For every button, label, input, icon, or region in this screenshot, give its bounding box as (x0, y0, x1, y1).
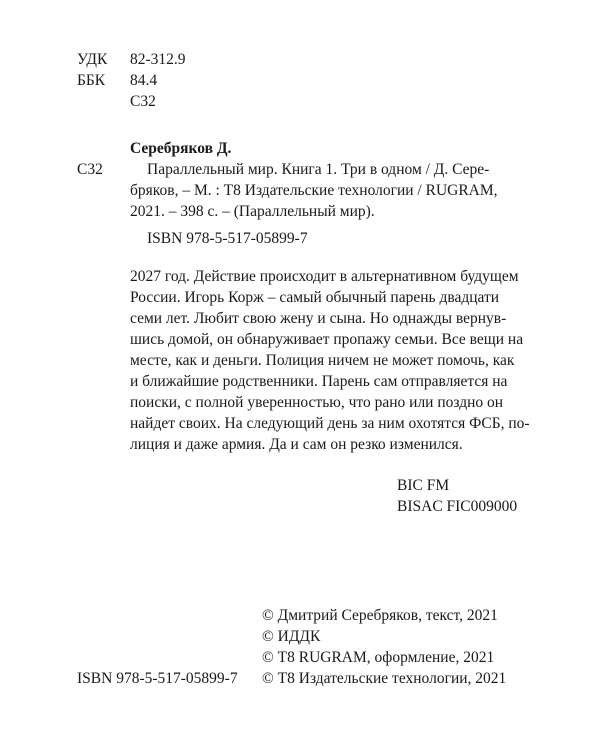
udk-value: 82-312.9 (130, 51, 186, 68)
record-isbn: ISBN 978-5-517-05899-7 (147, 230, 308, 247)
annotation-line: найдет своих. На следующий день за ним охотятся ФСБ, по- (130, 415, 530, 432)
annotation-line: России. Игорь Корж – самый обычный парень двадцати (130, 289, 500, 306)
author-mark-top: С32 (130, 93, 156, 110)
bbk-value: 84.4 (130, 72, 158, 89)
bibliography-line: 2021. – 398 с. – (Параллельный мир). (130, 203, 375, 220)
author-mark: С32 (77, 161, 103, 178)
annotation-line: семи лет. Любит свою жену и сына. Но однажды вернув- (130, 310, 507, 327)
bibliography-line: бряков, – М. : Т8 Издательские технологии / RUGRAM, (130, 182, 498, 199)
annotation-line: шись домой, он обнаруживает пропажу семьи. Все вещи на (130, 331, 524, 348)
copyright-line: © Дмитрий Серебряков, текст, 2021 (262, 607, 498, 624)
udk-label: УДК (77, 51, 108, 68)
annotation-line: поиски, с полной уверенностью, что рано или поздно он (130, 394, 504, 411)
annotation-line: и ближайшие родственники. Парень сам отправляется на (130, 373, 508, 390)
bbk-label: ББК (77, 72, 106, 89)
annotation-line: лиция и даже армия. Да и сам он резко изменился. (130, 436, 463, 453)
annotation-line: 2027 год. Действие происходит в альтернативном будущем (130, 268, 519, 285)
bisac-code: BISAC FIC009000 (397, 498, 518, 515)
copyright-line: © Т8 RUGRAM, оформление, 2021 (262, 649, 495, 666)
footer-isbn: ISBN 978-5-517-05899-7 (77, 670, 238, 687)
copyright-line: © ИДДК (262, 628, 321, 645)
bibliography-line: Параллельный мир. Книга 1. Три в одном / Д. Сере- (147, 161, 490, 178)
copyright-line: © Т8 Издательские технологии, 2021 (262, 670, 507, 687)
annotation-line: месте, как и деньги. Полиция ничем не может помочь, как (130, 352, 515, 369)
author-name: Серебряков Д. (130, 140, 232, 157)
bic-code: BIC FM (397, 477, 450, 494)
